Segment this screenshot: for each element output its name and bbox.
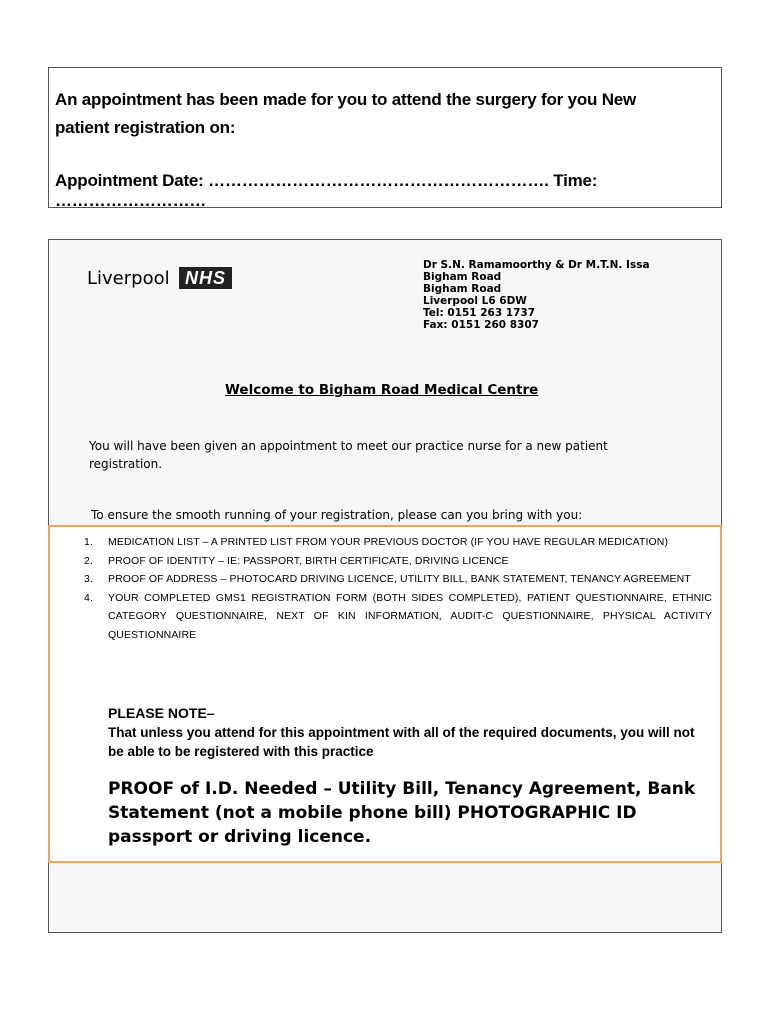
list-text: PROOF OF ADDRESS – PHOTOCARD DRIVING LICENCE, UTILITY BILL, BANK STATEMENT, TENANCY AGREEMENT: [108, 573, 691, 585]
appointment-date-line: Appointment Date: ……………………………………………………. Time: ………………………: [55, 171, 598, 210]
logo-city-text: Liverpool: [87, 268, 170, 289]
list-item: [78, 533, 712, 552]
note-body: That unless you attend for this appointment with all of the required documents, you will not be able to be registered with this practice: [108, 725, 695, 759]
list-text: YOUR COMPLETED GMS1 REGISTRATION FORM (BOTH SIDES COMPLETED), PATIENT QUESTIONNAIRE, ETHNIC CATEGORY QUESTIONNAIRE, NEXT OF KIN INFORMATION, AUDIT-C QUESTIONNAIRE, PHYSICAL ACTIVITY QUESTIONNAIRE: [108, 591, 712, 641]
address-line: Liverpool L6 6DW: [423, 295, 527, 307]
list-number: 4.: [84, 591, 93, 604]
address-line: Fax: 0151 260 8307: [423, 319, 539, 331]
address-line: Tel: 0151 263 1737: [423, 307, 536, 319]
list-item: [78, 570, 712, 589]
welcome-heading: Welcome to Bigham Road Medical Centre: [225, 382, 539, 398]
appointment-box: [48, 67, 722, 208]
note-title: PLEASE NOTE–: [108, 705, 215, 721]
proof-needed: PROOF of I.D. Needed – Utility Bill, Tenancy Agreement, Bank Statement (not a mobile phone bill) PHOTOGRAPHIC ID passport or driving licence.: [108, 779, 696, 847]
list-text: PROOF OF IDENTITY – IE: PASSPORT, BIRTH CERTIFICATE, DRIVING LICENCE: [108, 554, 509, 567]
document-checklist: [78, 533, 712, 644]
address-line: Bigham Road: [423, 283, 502, 295]
appointment-text-line2: patient registration on:: [55, 118, 236, 137]
appointment-text-line1: An appointment has been made for you to attend the surgery for you New: [55, 90, 637, 109]
list-item: [78, 589, 712, 645]
address-line: Dr S.N. Ramamoorthy & Dr M.T.N. Issa: [423, 259, 650, 271]
list-number: 2.: [84, 554, 93, 567]
list-text: MEDICATION LIST – A PRINTED LIST FROM YOUR PREVIOUS DOCTOR (IF YOU HAVE REGULAR MEDICATION): [108, 536, 669, 548]
practice-address: [423, 259, 650, 331]
list-number: 3.: [84, 573, 93, 585]
list-item: [78, 552, 712, 571]
nhs-logo: NHS: [179, 267, 232, 289]
requirements-box: [48, 525, 722, 863]
list-number: 1.: [84, 536, 93, 548]
address-line: Bigham Road: [423, 271, 502, 283]
bring-intro: To ensure the smooth running of your registration, please can you bring with you:: [91, 508, 583, 522]
intro-paragraph: You will have been given an appointment to meet our practice nurse for a new patient registration.: [89, 439, 608, 471]
